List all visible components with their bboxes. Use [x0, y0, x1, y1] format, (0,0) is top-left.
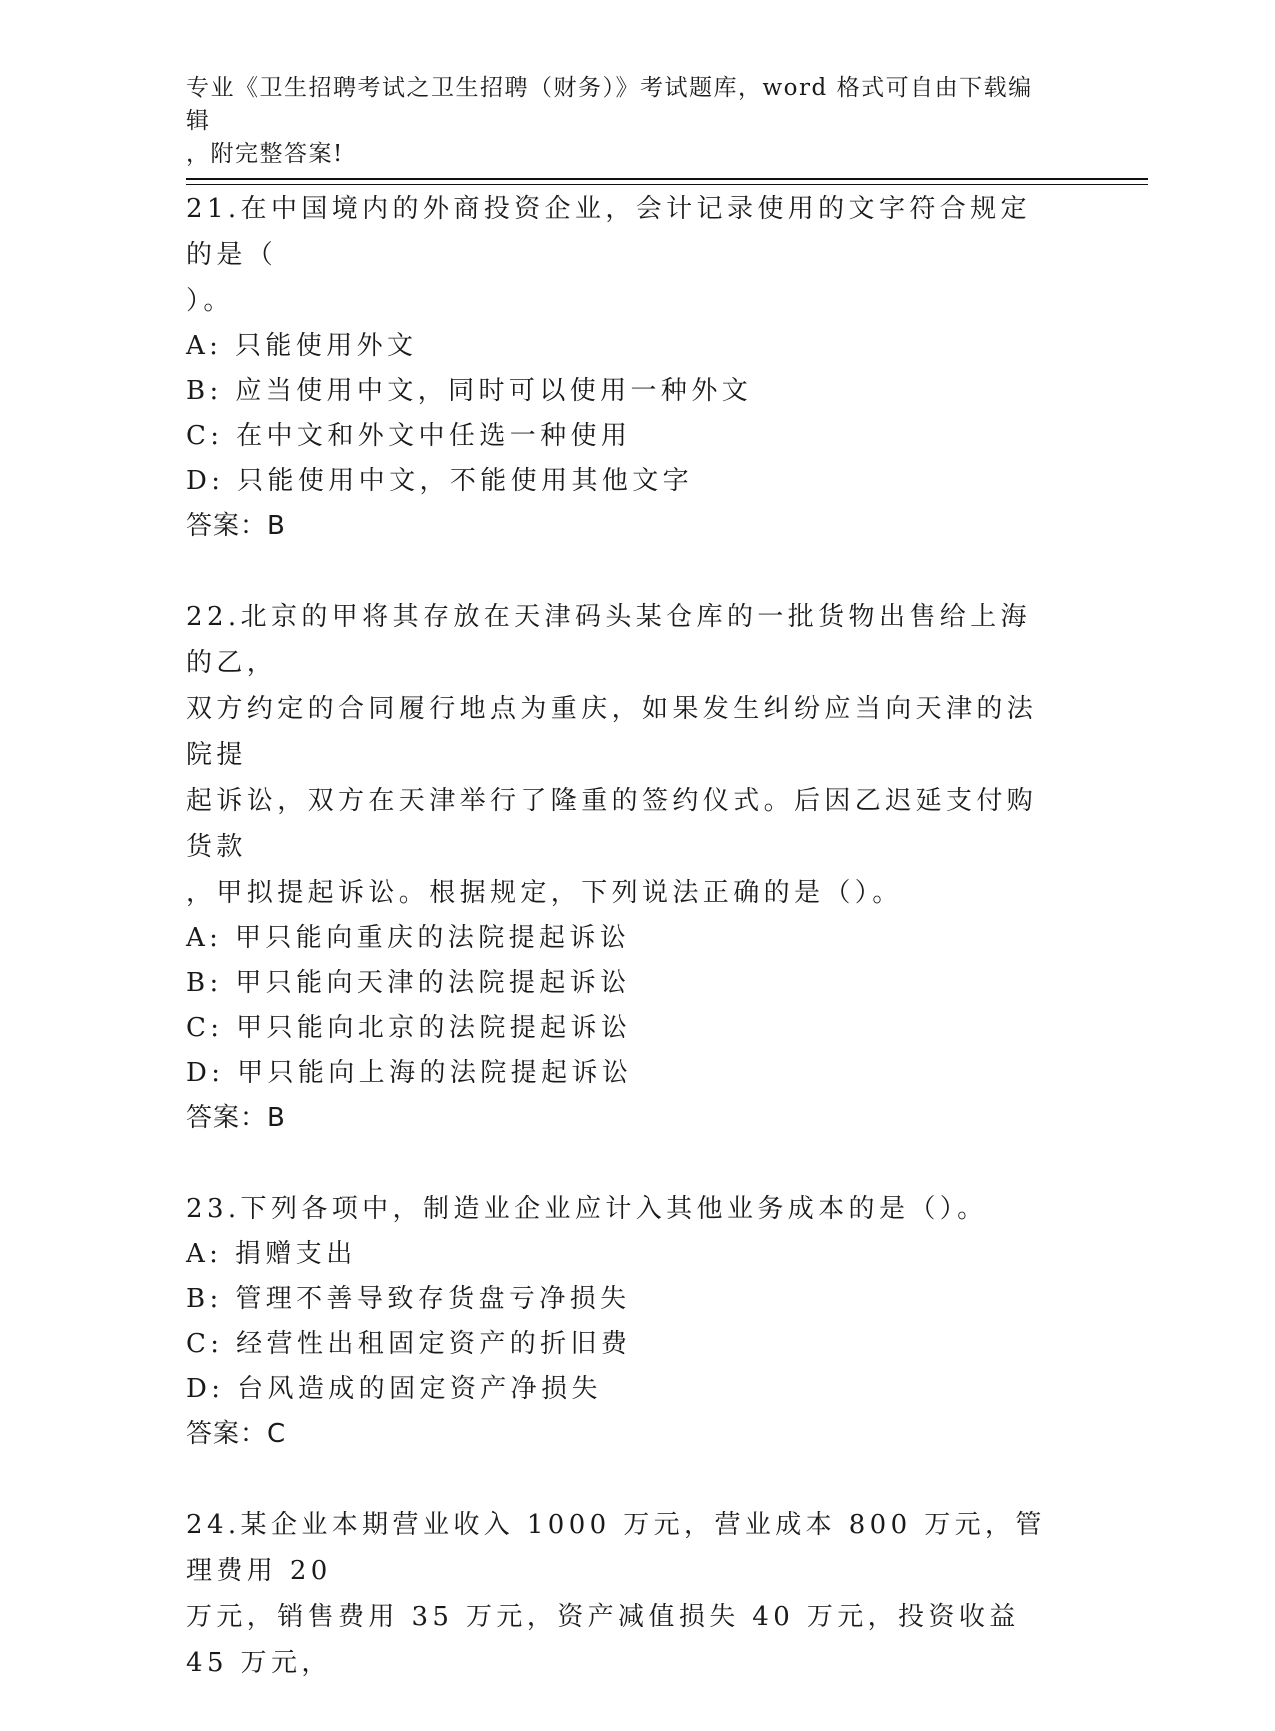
option-a: A: 捐赠支出 [186, 1239, 357, 1269]
option-c: C: 在中文和外文中任选一种使用 [186, 421, 632, 451]
option-c: C: 经营性出租固定资产的折旧费 [186, 1329, 632, 1359]
option-d: D: 只能使用中文，不能使用其他文字 [186, 466, 694, 496]
question-22 [186, 594, 1046, 1141]
question-stem-line: 23.下列各项中，制造业企业应计入其他业务成本的是（）。 [186, 1194, 988, 1224]
document-page [186, 0, 1146, 1678]
question-stem-line: 起诉讼，双方在天津举行了隆重的签约仪式。后因乙迟延支付购货款 [186, 786, 1038, 862]
question-stem-line: 24.某企业本期营业收入 1000 万元，营业成本 800 万元，管理费用 20 [186, 1510, 1046, 1586]
answer-label: 答案：B [186, 511, 286, 541]
option-a: A: 甲只能向重庆的法院提起诉讼 [186, 923, 631, 953]
header-line-2: ，附完整答案! [186, 141, 344, 167]
answer-label: 答案：C [186, 1419, 287, 1449]
question-stem-line: ）。 [186, 286, 234, 316]
question-stem-line: 万元，销售费用 35 万元，资产减值损失 40 万元，投资收益 45 万元， [186, 1602, 1020, 1678]
option-a: A: 只能使用外文 [186, 331, 418, 361]
question-24 [186, 1502, 1046, 1686]
question-23 [186, 1186, 1046, 1457]
question-21 [186, 186, 1046, 549]
header-line-1: 专业《卫生招聘考试之卫生招聘（财务）》考试题库，word 格式可自由下载编辑 [186, 75, 1033, 134]
question-stem-line: 双方约定的合同履行地点为重庆，如果发生纠纷应当向天津的法院提 [186, 694, 1038, 770]
header-rule-thick [186, 178, 1148, 180]
question-list [186, 186, 1046, 1731]
question-stem-line: ，甲拟提起诉讼。根据规定，下列说法正确的是（）。 [186, 878, 903, 908]
option-b: B: 甲只能向天津的法院提起诉讼 [186, 968, 631, 998]
answer-label: 答案：B [186, 1103, 286, 1133]
option-c: C: 甲只能向北京的法院提起诉讼 [186, 1013, 632, 1043]
option-d: D: 甲只能向上海的法院提起诉讼 [186, 1058, 633, 1088]
option-b: B: 管理不善导致存货盘亏净损失 [186, 1284, 631, 1314]
option-d: D: 台风造成的固定资产净损失 [186, 1374, 602, 1404]
question-stem-line: 22.北京的甲将其存放在天津码头某仓库的一批货物出售给上海的乙， [186, 602, 1031, 678]
document-header [186, 72, 1046, 171]
option-b: B: 应当使用中文，同时可以使用一种外文 [186, 376, 753, 406]
header-rule-thin [186, 184, 1148, 185]
question-stem-line: 21.在中国境内的外商投资企业，会计记录使用的文字符合规定的是（ [186, 194, 1031, 270]
